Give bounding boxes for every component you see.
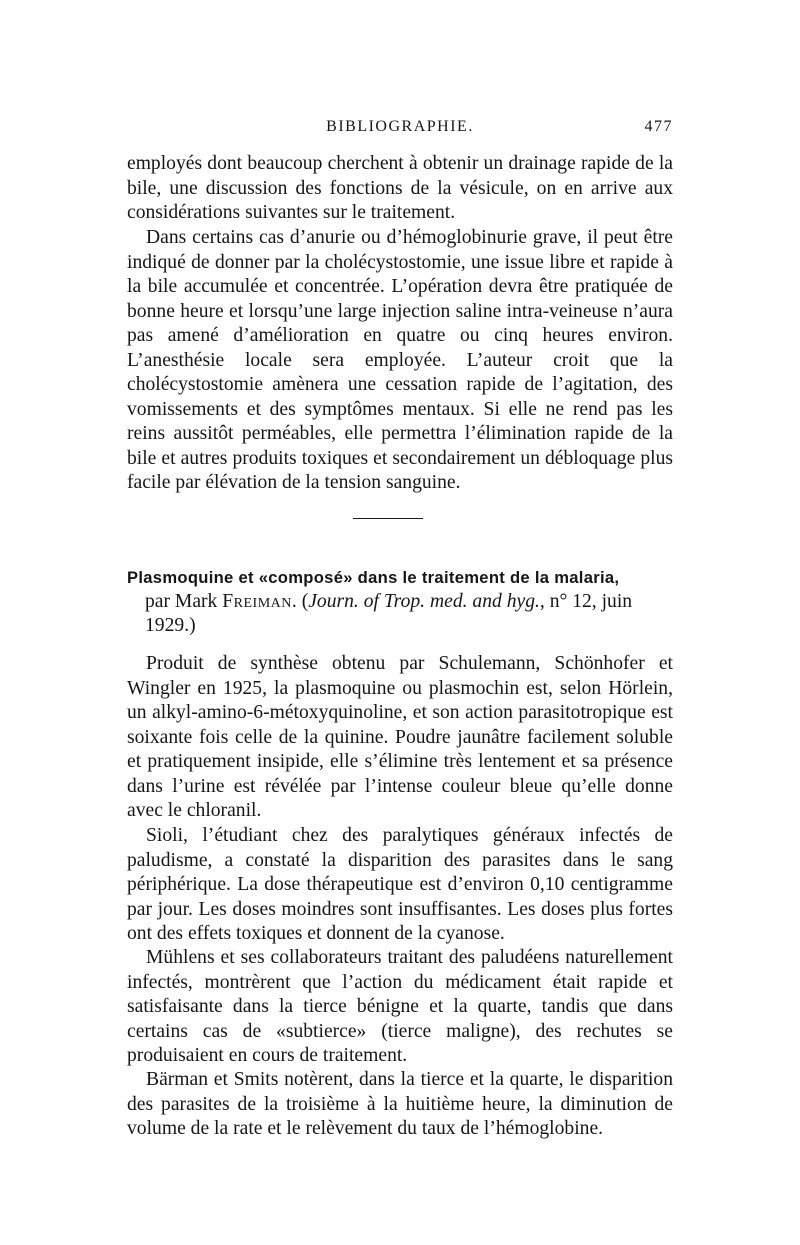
paragraph-anuria: Dans certains cas d’anurie ou d’hémoglobinurie grave, il peut être indiqué de donner par la cholécystostomie, une issue libre et rapide à la bile accumulée et concentrée. L’opération devra être pratiquée de bonne heure et lorsqu’une large injection saline intra-veineuse n’aura pas amené d’amélioration en quatre ou cinq heures environ. L’anesthésie locale sera employée. L’auteur croit que la cholécystostomie amènera une cessation rapide de l’agitation, des vomissements et des symptômes mentaux. Si elle ne rend pas les reins aussitôt perméables, elle permettra l’élimination rapide de la bile et autres produits toxiques et secondairement un débloquage plus facile par élévation de la tension sanguine. (127, 227, 673, 493)
running-head-title: BIBLIOGRAPHIE. (326, 118, 474, 135)
paragraph-muhlens: Mühlens et ses collaborateurs traitant des paludéens naturellement infectés, montrèrent que l’action du médicament était rapide et satisfaisante dans la tierce bénigne et la quarte, tandis que dans certains cas de «subtierce» (tierce maligne), des rechutes se produisaient en cours de traitement. (127, 947, 673, 1066)
running-head (127, 118, 673, 142)
ref-punct: . ( (291, 591, 309, 612)
entry-title: Plasmoquine et «composé» dans le traitement de la malaria, (127, 568, 620, 587)
page-number: 477 (644, 118, 673, 135)
entry-reference (145, 590, 673, 638)
paragraph-synthesis: Produit de synthèse obtenu par Schulemann, Schönhofer et Wingler en 1925, la plasmoquine ou plasmochin est, selon Hörlein, un alkyl-amino-6-métoxyquinoline, et son action parasitotropique est soixante fois celle de la quinine. Poudre jaunâtre facilement soluble et pratiquement insipide, elle s’élimine très lentement et sa présence dans l’urine est révélée par l’intense couleur bleue qu’elle donne avec le chloranil. (127, 653, 673, 821)
journal-name: Journ. of Trop. med. and hyg. (308, 591, 540, 612)
author-name: Freiman (222, 591, 292, 612)
continued-paragraph: employés dont beaucoup cherchent à obtenir un drainage rapide de la bile, une discussion des fonctions de la vésicule, on en arrive aux considérations suivantes sur le traitement. (127, 153, 673, 223)
paragraph-sioli: Sioli, l’étudiant chez des paralytiques généraux infectés de paludisme, a constaté la disparition des parasites dans le sang périphérique. La dose thérapeutique est d’environ 0,10 centigramme par jour. Les doses moindres sont insuffisantes. Les doses plus fortes ont des effets toxiques et donnent de la cyanose. (127, 825, 673, 944)
ref-prefix: par Mark (145, 591, 223, 612)
section-divider (353, 518, 423, 519)
ref-suffix: , n° 12, juin 1929.) (145, 591, 633, 636)
paragraph-barman: Bärman et Smits notèrent, dans la tierce et la quarte, le disparition des parasites de la troisième à la huitième heure, la diminution de volume de la rate et le relèvement du taux de l’hémoglobine. (127, 1069, 673, 1139)
